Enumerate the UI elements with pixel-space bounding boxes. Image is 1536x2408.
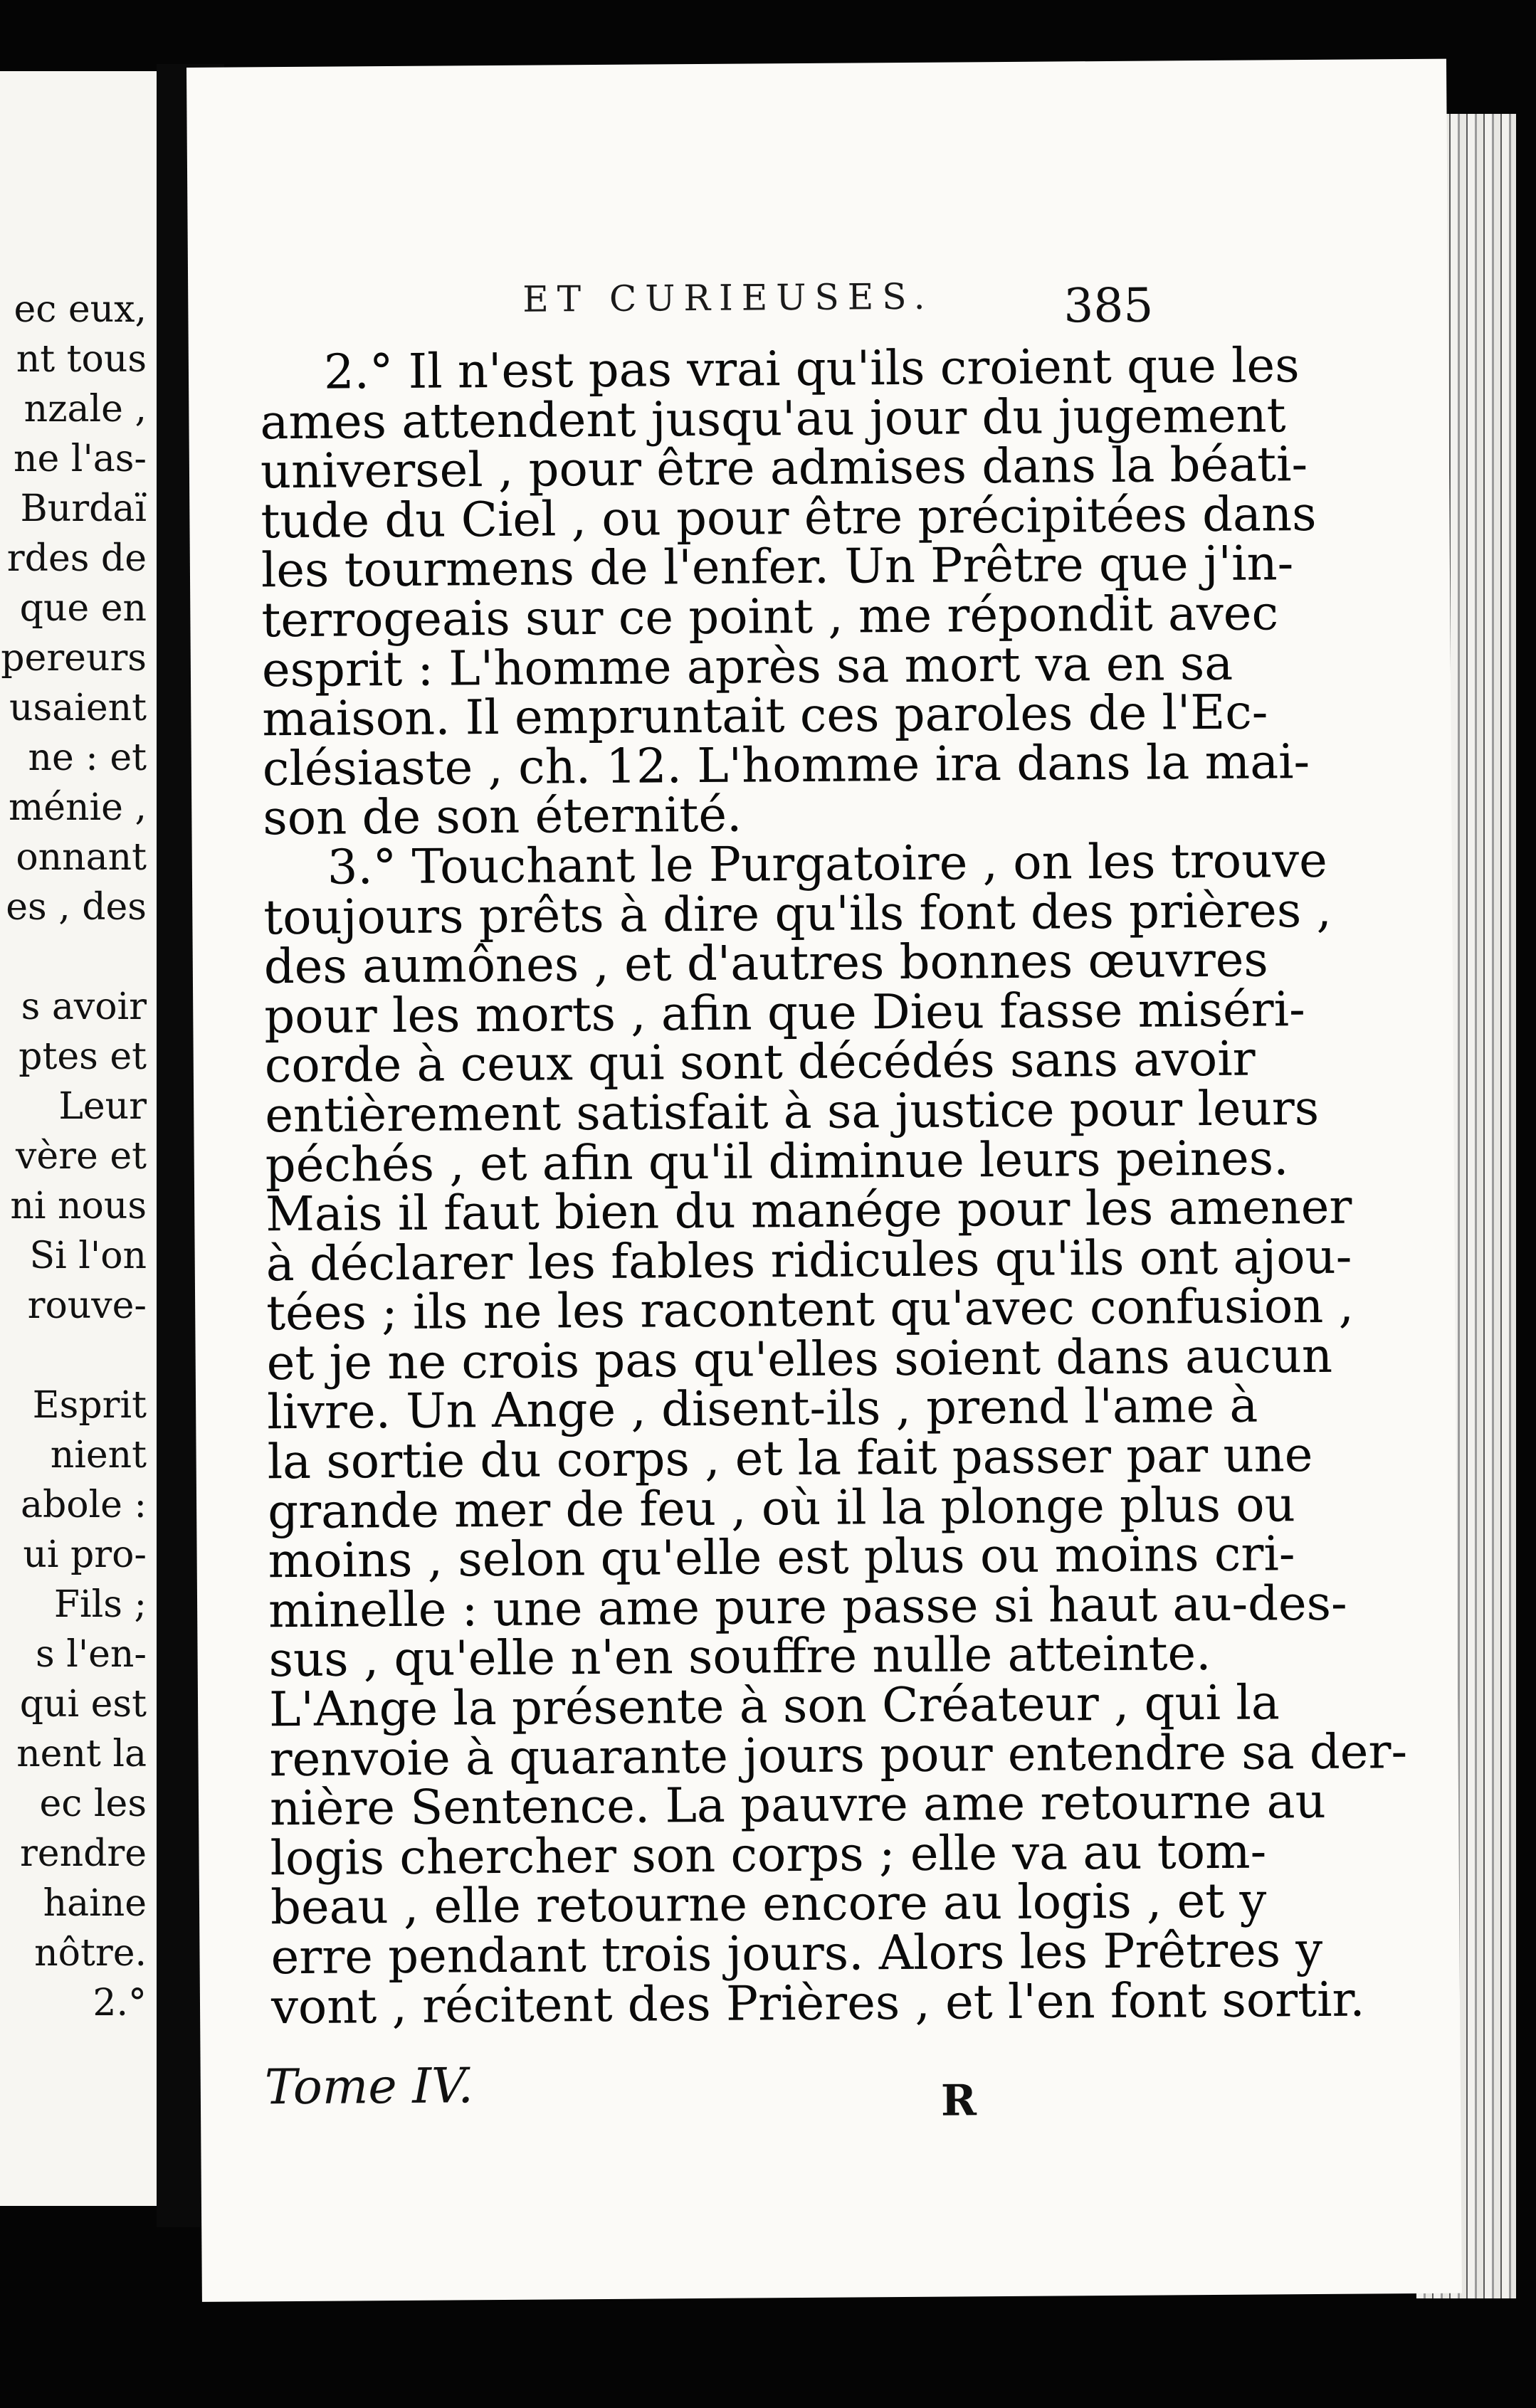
left-page-line: nôtre.: [34, 1932, 147, 1975]
left-page-line: s l'en-: [36, 1633, 147, 1676]
left-page: [0, 71, 157, 2206]
left-page-line: es , des: [6, 886, 147, 929]
text-line: toujours prêts à dire qu'ils font des prières ,: [263, 882, 1332, 945]
left-page-line: nzale ,: [23, 388, 147, 431]
left-page-line: 2.°: [93, 1982, 147, 2024]
left-page-line: ui pro-: [23, 1533, 147, 1576]
left-page-line: rendre: [19, 1832, 147, 1875]
text-line: sus , qu'elle n'en souffre nulle atteinte.: [268, 1625, 1211, 1688]
left-page-line: onnant: [16, 836, 147, 879]
text-line: entièrement satisfait à sa justice pour leurs: [265, 1079, 1320, 1144]
text-line: clésiaste , ch. 12. L'homme ira dans la mai-: [262, 733, 1310, 797]
left-page-line: ne : et: [28, 736, 147, 779]
text-line: vont , récitent des Prières , et l'en font sortir.: [270, 1971, 1365, 2034]
text-line: nière Sentence. La pauvre ame retourne au: [269, 1773, 1327, 1837]
left-page-line: pereurs: [1, 637, 147, 680]
left-page-line: Esprit: [32, 1384, 147, 1427]
left-page-line: nient: [50, 1434, 147, 1477]
left-page-line: ni nous: [10, 1185, 147, 1227]
left-page-line: rouve-: [27, 1284, 147, 1327]
left-page-line: nt tous: [16, 338, 147, 381]
text-line: terrogeais sur ce point , me répondit avec: [261, 585, 1279, 648]
gathering-mark: R: [940, 2076, 977, 2126]
left-page-line: abole :: [20, 1484, 147, 1526]
running-head: ET CURIEUSES.: [522, 275, 934, 320]
left-page-line: vère et: [16, 1135, 147, 1178]
body-text: [260, 337, 1408, 2034]
text-line: moins , selon qu'elle est plus ou moins cri-: [268, 1526, 1295, 1589]
text-line: pour les morts , afin que Dieu fasse miséri-: [264, 981, 1305, 1044]
text-line: la sortie du corps , et la fait passer par une: [267, 1427, 1313, 1490]
text-line: tées ; ils ne les racontent qu'avec confusion ,: [265, 1277, 1354, 1341]
text-line: erre pendant trois jours. Alors les Prêtres y: [270, 1921, 1323, 1985]
text-line: beau , elle retourne encore au logis , et y: [270, 1872, 1267, 1936]
text-line: minelle : une ame pure passe si haut au-des-: [268, 1575, 1347, 1639]
left-page-line: que en: [19, 587, 147, 630]
text-line: renvoie à quarante jours pour entendre sa der-: [269, 1723, 1408, 1787]
page-number: 385: [1063, 278, 1154, 334]
text-line: livre. Un Ange , disent-ils , prend l'ame à: [266, 1378, 1258, 1440]
text-line: son de son éternité.: [263, 786, 742, 846]
text-line: tude du Ciel , ou pour être précipitées dans: [261, 485, 1317, 549]
left-page-line: Fils ;: [53, 1583, 147, 1626]
text-line: 2.° Il n'est pas vrai qu'ils croient que les: [323, 337, 1300, 400]
left-page-line: ptes et: [19, 1035, 147, 1078]
main-page: [186, 59, 1462, 2302]
text-line: à déclarer les fables ridicules qu'ils ont ajou-: [265, 1228, 1352, 1292]
left-page-line: usaient: [9, 687, 147, 729]
left-page-line: ménie ,: [8, 786, 147, 829]
text-line: esprit : L'homme après sa mort va en sa: [261, 635, 1233, 697]
left-page-line: s avoir: [21, 986, 147, 1028]
text-line: Mais il faut bien du manége pour les amener: [265, 1178, 1352, 1242]
left-page-line: haine: [43, 1882, 147, 1925]
left-page-line: Leur: [58, 1085, 147, 1128]
left-page-line: Burdaï: [20, 487, 147, 530]
text-line: L'Ange la présente à son Créateur , qui la: [268, 1674, 1280, 1738]
left-page-line: ec eux,: [14, 288, 147, 331]
left-page-line: rdes de: [6, 537, 147, 580]
text-line: péchés , et afin qu'il diminue leurs peines.: [265, 1129, 1289, 1193]
left-page-line: ec les: [39, 1783, 147, 1825]
text-line: maison. Il empruntait ces paroles de l'Ec-: [262, 684, 1268, 747]
text-line: les tourmens de l'enfer. Un Prêtre que j'in-: [261, 535, 1294, 598]
signature-mark: Tome IV.: [264, 2058, 474, 2116]
left-page-line: ne l'as-: [14, 438, 147, 480]
text-line: universel , pour être admises dans la béati-: [260, 436, 1308, 500]
text-line: grande mer de feu , où il la plonge plus ou: [267, 1476, 1295, 1539]
text-line: logis chercher son corps ; elle va au tom-: [270, 1823, 1267, 1886]
text-line: et je ne crois pas qu'elles soient dans aucun: [266, 1327, 1333, 1391]
left-page-line: qui est: [19, 1683, 147, 1726]
text-line: corde à ceux qui sont décédés sans avoir: [264, 1030, 1256, 1094]
text-line: 3.° Touchant le Purgatoire , on les trouve: [327, 832, 1327, 895]
text-line: ames attendent jusqu'au jour du jugement: [260, 386, 1286, 450]
left-page-line: nent la: [16, 1733, 147, 1775]
left-page-line: Si l'on: [29, 1235, 147, 1277]
text-line: des aumônes , et d'autres bonnes œuvres: [263, 931, 1269, 995]
